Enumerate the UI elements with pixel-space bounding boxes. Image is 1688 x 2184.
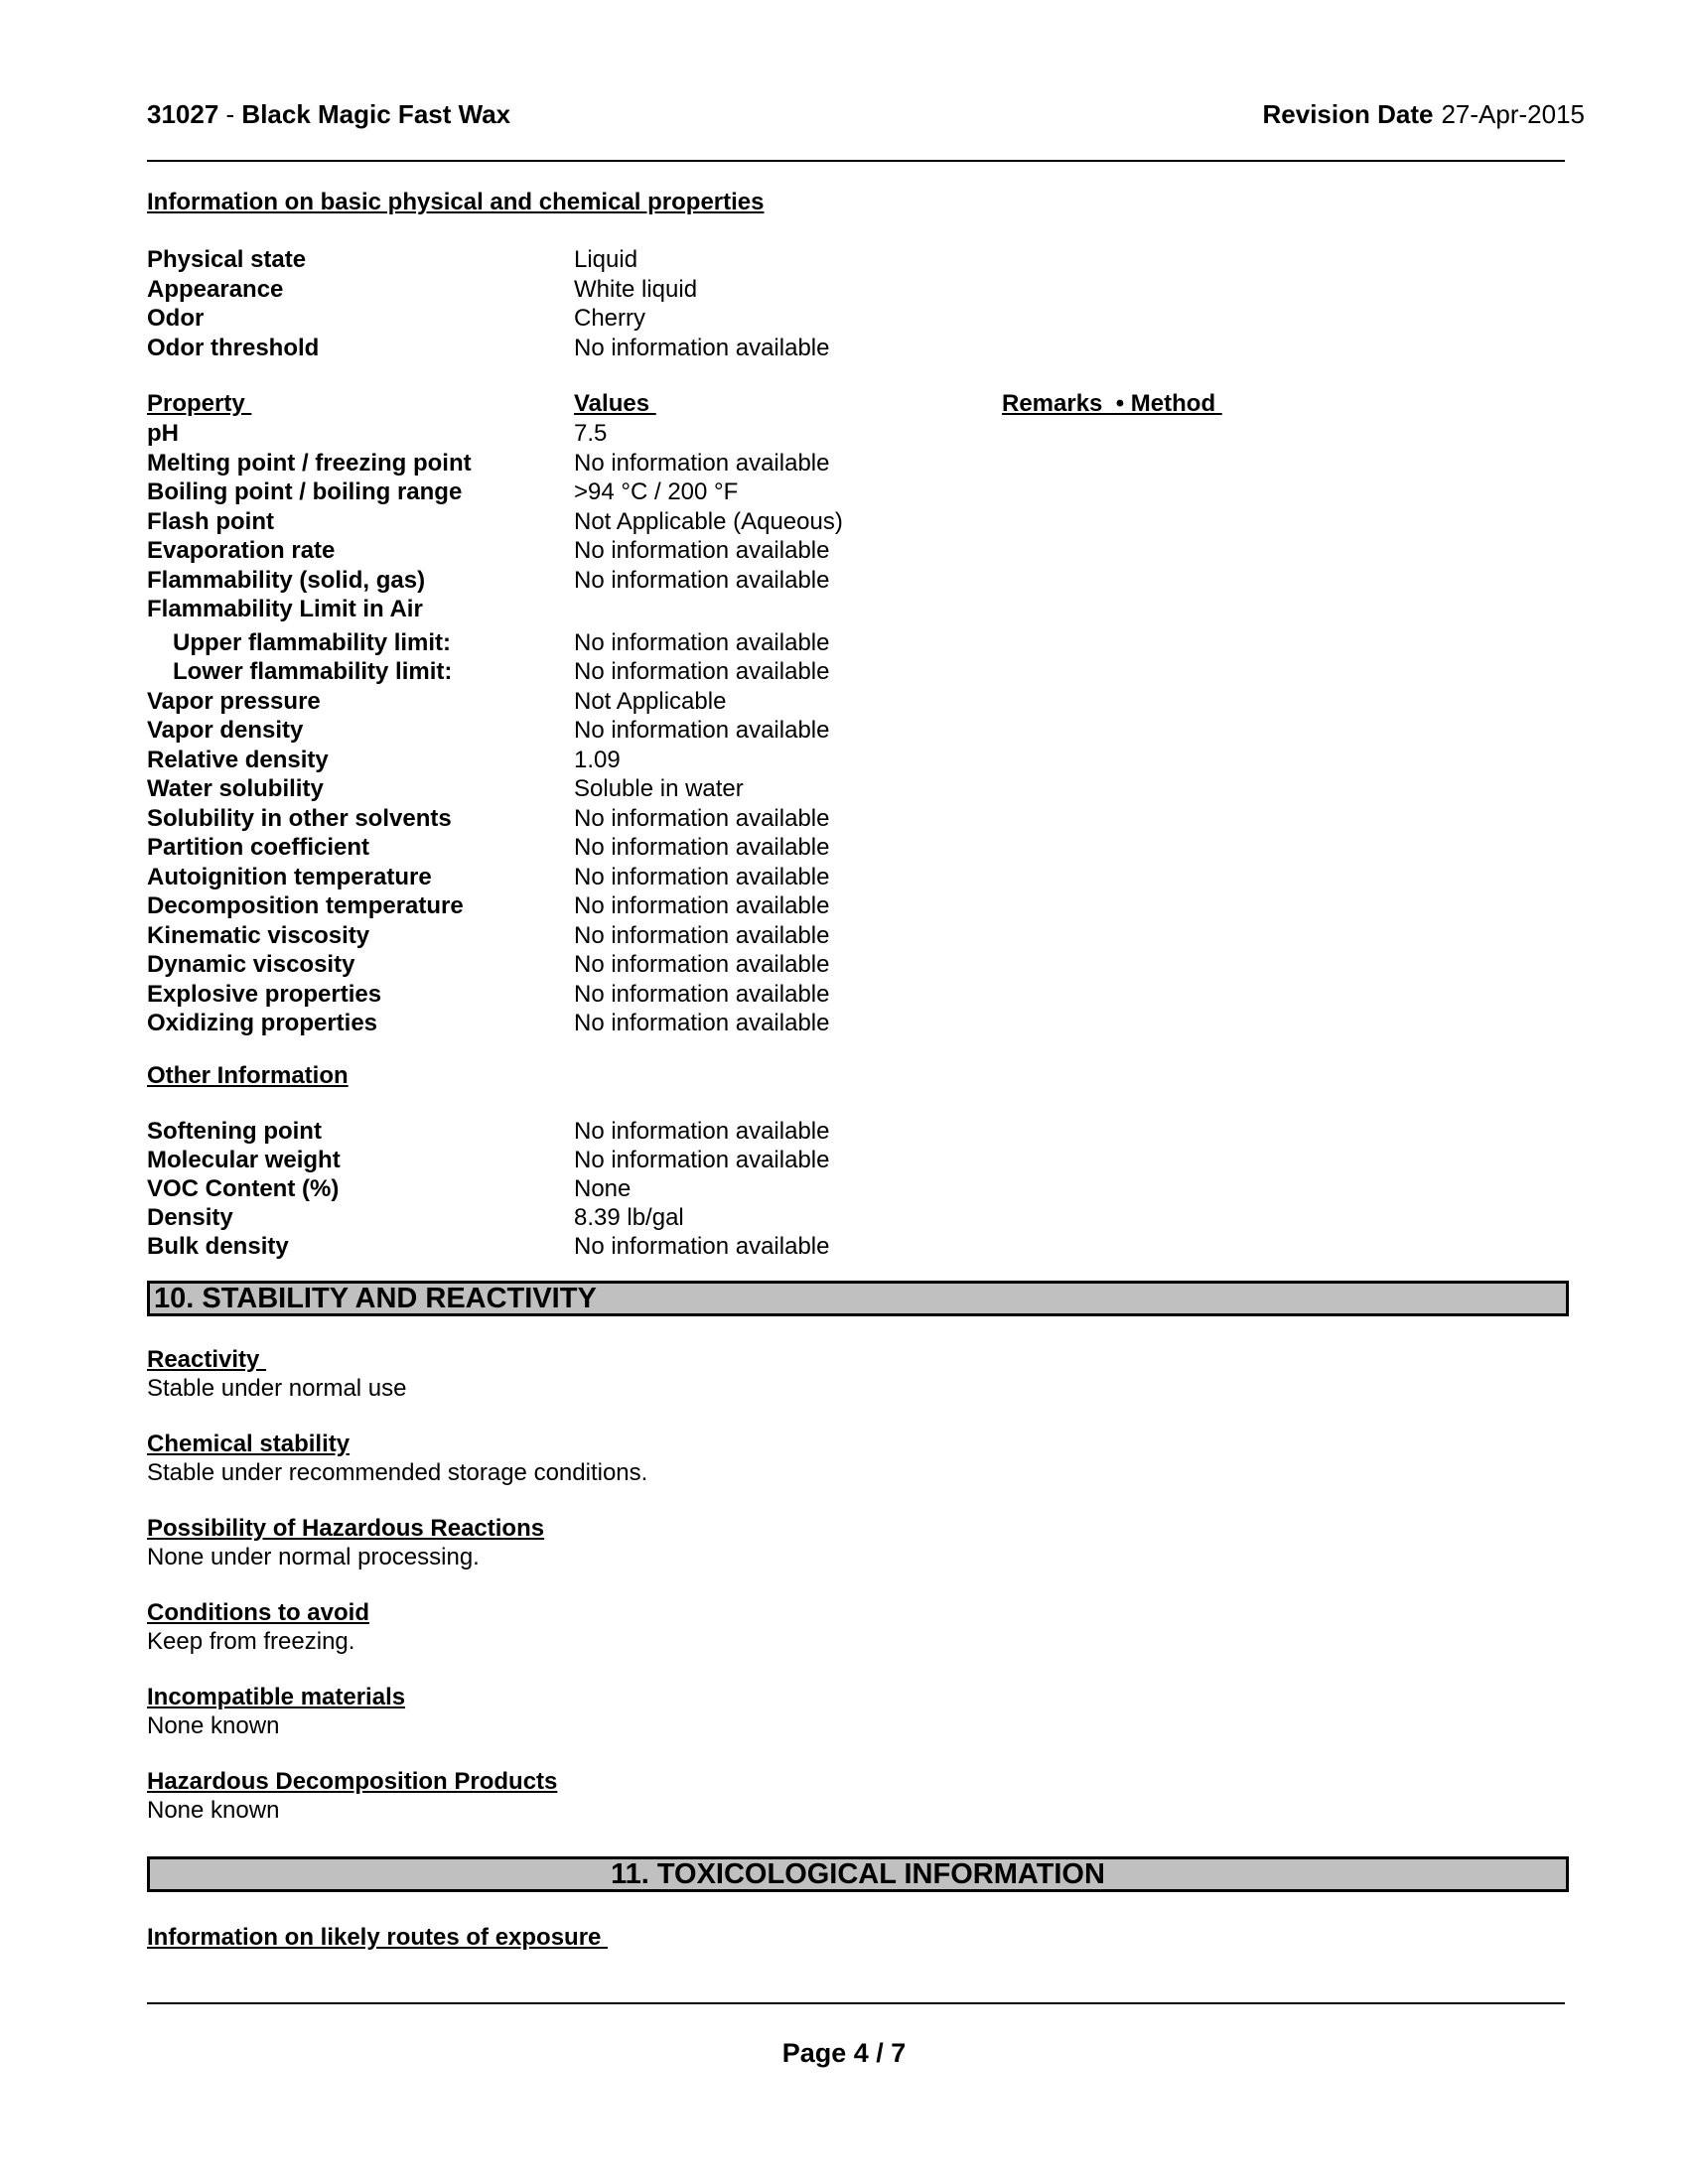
property-value: No information available (574, 658, 830, 685)
property-value: No information available (574, 804, 830, 832)
basic-properties-title: Information on basic physical and chemical properties (147, 189, 765, 215)
revision-date: 27-Apr-2015 (1441, 99, 1585, 129)
incompatible-materials-title: Incompatible materials (147, 1684, 406, 1710)
decomposition-products-block (147, 1767, 557, 1825)
header-rule (147, 160, 1565, 162)
property-value: No information available (574, 892, 830, 919)
property-value: No information available (574, 1233, 830, 1260)
property-value: White liquid (574, 275, 698, 303)
document-header-product (147, 99, 510, 130)
property-label: Upper flammability limit: (173, 628, 452, 656)
property-value: Not Applicable (574, 687, 727, 715)
property-label: Bulk density (147, 1233, 289, 1260)
property-label: Molecular weight (147, 1147, 341, 1173)
property-value: None (574, 1175, 632, 1202)
other-information-title: Other Information (147, 1062, 349, 1089)
property-label: Kinematic viscosity (147, 921, 370, 949)
property-label: Decomposition temperature (147, 892, 464, 919)
conditions-to-avoid-title: Conditions to avoid (147, 1599, 369, 1626)
property-value: >94 °C / 200 °F (574, 478, 739, 505)
property-label: Solubility in other solvents (147, 804, 452, 832)
property-label: pH (147, 420, 179, 447)
property-label: Evaporation rate (147, 537, 336, 564)
column-header-property: Property (147, 390, 252, 417)
property-label: Softening point (147, 1118, 322, 1145)
property-value: No information available (574, 1147, 830, 1173)
property-label: Explosive properties (147, 980, 382, 1008)
product-code: 31027 (147, 99, 219, 129)
property-value: Liquid (574, 246, 638, 273)
property-value: Soluble in water (574, 775, 744, 802)
property-label: Physical state (147, 246, 307, 273)
property-value: No information available (574, 628, 830, 656)
routes-of-exposure-title: Information on likely routes of exposure (147, 1924, 609, 1951)
property-label: Autoignition temperature (147, 863, 432, 890)
property-label: Partition coefficient (147, 834, 370, 861)
product-name: Black Magic Fast Wax (241, 99, 511, 129)
property-label: VOC Content (%) (147, 1175, 340, 1202)
incompatible-materials-text: None known (147, 1712, 280, 1739)
property-value: 8.39 lb/gal (574, 1204, 684, 1231)
property-value: 1.09 (574, 746, 621, 773)
hazardous-reactions-text: None under normal processing. (147, 1544, 480, 1570)
property-value: No information available (574, 980, 830, 1008)
decomposition-products-title: Hazardous Decomposition Products (147, 1768, 558, 1795)
property-label: Boiling point / boiling range (147, 478, 463, 505)
chemical-stability-title: Chemical stability (147, 1431, 351, 1457)
reactivity-block (147, 1345, 407, 1403)
property-label: Flammability (solid, gas) (147, 566, 426, 594)
property-value: No information available (574, 717, 830, 744)
property-value: No information available (574, 834, 830, 861)
hazardous-reactions-block (147, 1514, 544, 1571)
conditions-to-avoid-text: Keep from freezing. (147, 1628, 355, 1655)
property-value: No information available (574, 1118, 830, 1145)
document-header-revision (1263, 99, 1586, 130)
column-header-values: Values (574, 390, 656, 417)
property-label: Appearance (147, 275, 284, 303)
conditions-to-avoid-block (147, 1598, 369, 1656)
header-separator: - (218, 99, 242, 129)
property-value: Not Applicable (Aqueous) (574, 507, 843, 535)
section-11-heading: 11. TOXICOLOGICAL INFORMATION (147, 1856, 1569, 1892)
incompatible-materials-block (147, 1683, 405, 1740)
revision-label: Revision Date (1262, 99, 1434, 129)
property-value: 7.5 (574, 420, 608, 447)
property-value: No information available (574, 566, 830, 594)
column-header-remarks: Remarks • Method (1002, 390, 1222, 417)
property-label: Dynamic viscosity (147, 951, 355, 978)
property-value: Cherry (574, 305, 646, 332)
section-10-heading: 10. STABILITY AND REACTIVITY (147, 1281, 1569, 1316)
property-label: Oxidizing properties (147, 1010, 378, 1036)
property-value: No information available (574, 537, 830, 564)
property-label: Flammability Limit in Air (147, 596, 423, 622)
property-value: No information available (574, 1010, 830, 1036)
chemical-stability-block (147, 1430, 647, 1487)
reactivity-text: Stable under normal use (147, 1375, 407, 1402)
property-label: Vapor pressure (147, 687, 321, 715)
property-value: No information available (574, 334, 830, 361)
property-value: No information available (574, 951, 830, 978)
property-label: Vapor density (147, 717, 304, 744)
footer-rule (147, 2002, 1565, 2004)
property-label: Odor threshold (147, 334, 320, 361)
property-label: Flash point (147, 507, 274, 535)
property-label: Water solubility (147, 775, 324, 802)
decomposition-products-text: None known (147, 1797, 280, 1824)
property-value: No information available (574, 449, 830, 477)
reactivity-title: Reactivity (147, 1346, 267, 1373)
property-value: No information available (574, 863, 830, 890)
chemical-stability-text: Stable under recommended storage conditions. (147, 1459, 648, 1486)
property-label: Odor (147, 305, 205, 332)
hazardous-reactions-title: Possibility of Hazardous Reactions (147, 1515, 545, 1542)
property-label: Relative density (147, 746, 329, 773)
page-number: Page 4 / 7 (781, 2038, 907, 2068)
property-label: Melting point / freezing point (147, 449, 472, 477)
property-label: Density (147, 1204, 233, 1231)
property-label: Lower flammability limit: (173, 658, 453, 685)
property-value: No information available (574, 921, 830, 949)
